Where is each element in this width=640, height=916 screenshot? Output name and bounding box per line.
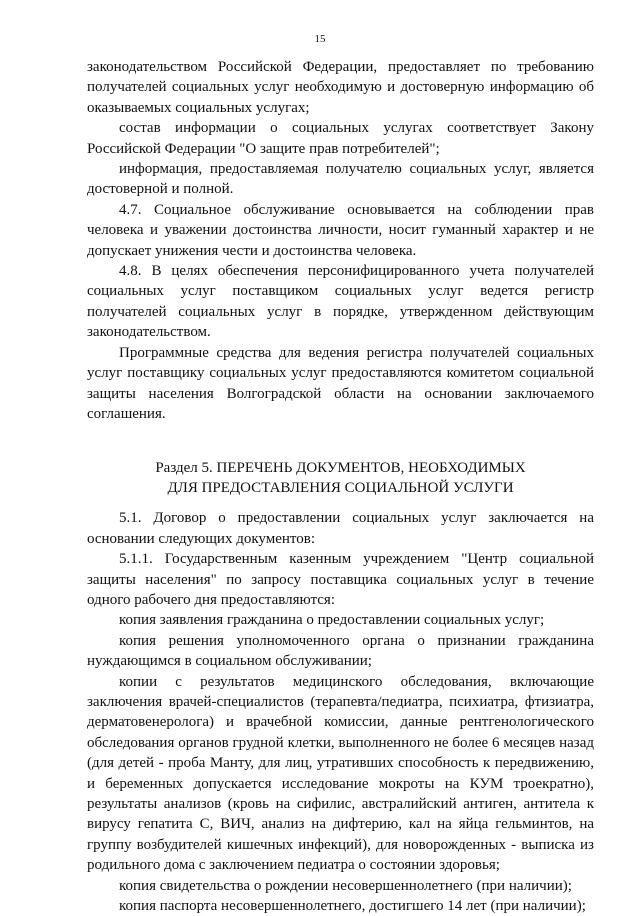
paragraph-4-8: 4.8. В целях обеспечения персонифицированного учета получателей социальных услуг поставщиком социальных услуг ведется регистр получателей социальных услуг в порядке, утвержденном действующим законодательством. [87,263,594,341]
paragraph-5-1-1: 5.1.1. Государственным казенным учреждением "Центр социальной защиты населения" по запросу поставщика социальных услуг в течение одного рабочего дня предоставляются: [87,551,594,608]
paragraph-info-composition: состав информации о социальных услугах соответствует Закону Российской Федерации "О защите прав потребителей"; [87,120,594,157]
list-item-application-copy: копия заявления гражданина о предоставлении социальных услуг; [119,612,545,629]
document-body [87,57,594,916]
list-item-decision-copy: копия решения уполномоченного органа о признании гражданина нуждающимся в социальном обслуживании; [87,632,594,670]
section-5-heading-line1: Раздел 5. ПЕРЕЧЕНЬ ДОКУМЕНТОВ, НЕОБХОДИМЫХ [155,460,526,477]
list-item-medical-results: копии с результатов медицинского обследования, включающие заключения врачей-специалистов (терапевта/педиатра, психиатра, фтизиатра, дерматовенеролога) и врачебной комиссии, данные рентгенологического обследования органов грудной клетки, выполненного не более 6 месяцев назад (для детей - проба Манту, для лиц, утративших способность к передвижению, и беременных допускается исследование мокроты на КУМ троекратно), результаты анализов (кровь на сифилис, австралийский антиген, антитела к вирусу гепатита С, ВИЧ, анализ на дифтерию, кал на яйца гельминтов, на группу возбудителей кишечных инфекций), для новорожденных - выписка из родильного дома с заключением педиатра о состоянии здоровья; [87,673,594,874]
paragraph-software-register: Программные средства для ведения регистра получателей социальных услуг поставщику социальных услуг предоставляются комитетом социальной защиты населения Волгоградской области на основании заключаемого соглашения. [87,344,594,422]
paragraph-continuation: законодательством Российской Федерации, предоставляет по требованию получателей социальных услуг необходимую и достоверную информацию об оказываемых социальных услугах; [87,59,594,116]
paragraph-4-7: 4.7. Социальное обслуживание основывается на соблюдении прав человека и уважении достоинства личности, носит гуманный характер и не допускает унижения чести и достоинства человека. [87,201,594,259]
list-item-passport-copy: копия паспорта несовершеннолетнего, достигшего 14 лет (при наличии); [119,898,586,915]
paragraph-info-reliability: информация, предоставляемая получателю социальных услуг, является достоверной и полной. [87,161,594,198]
section-5-heading-line2: ДЛЯ ПРЕДОСТАВЛЕНИЯ СОЦИАЛЬНОЙ УСЛУГИ [167,480,514,497]
paragraph-5-1: 5.1. Договор о предоставлении социальных услуг заключается на основании следующих документов: [87,510,594,547]
list-item-birth-certificate: копия свидетельства о рождении несовершеннолетнего (при наличии); [119,877,572,894]
page-number: 15 [314,33,326,45]
section-5-heading [87,458,594,498]
